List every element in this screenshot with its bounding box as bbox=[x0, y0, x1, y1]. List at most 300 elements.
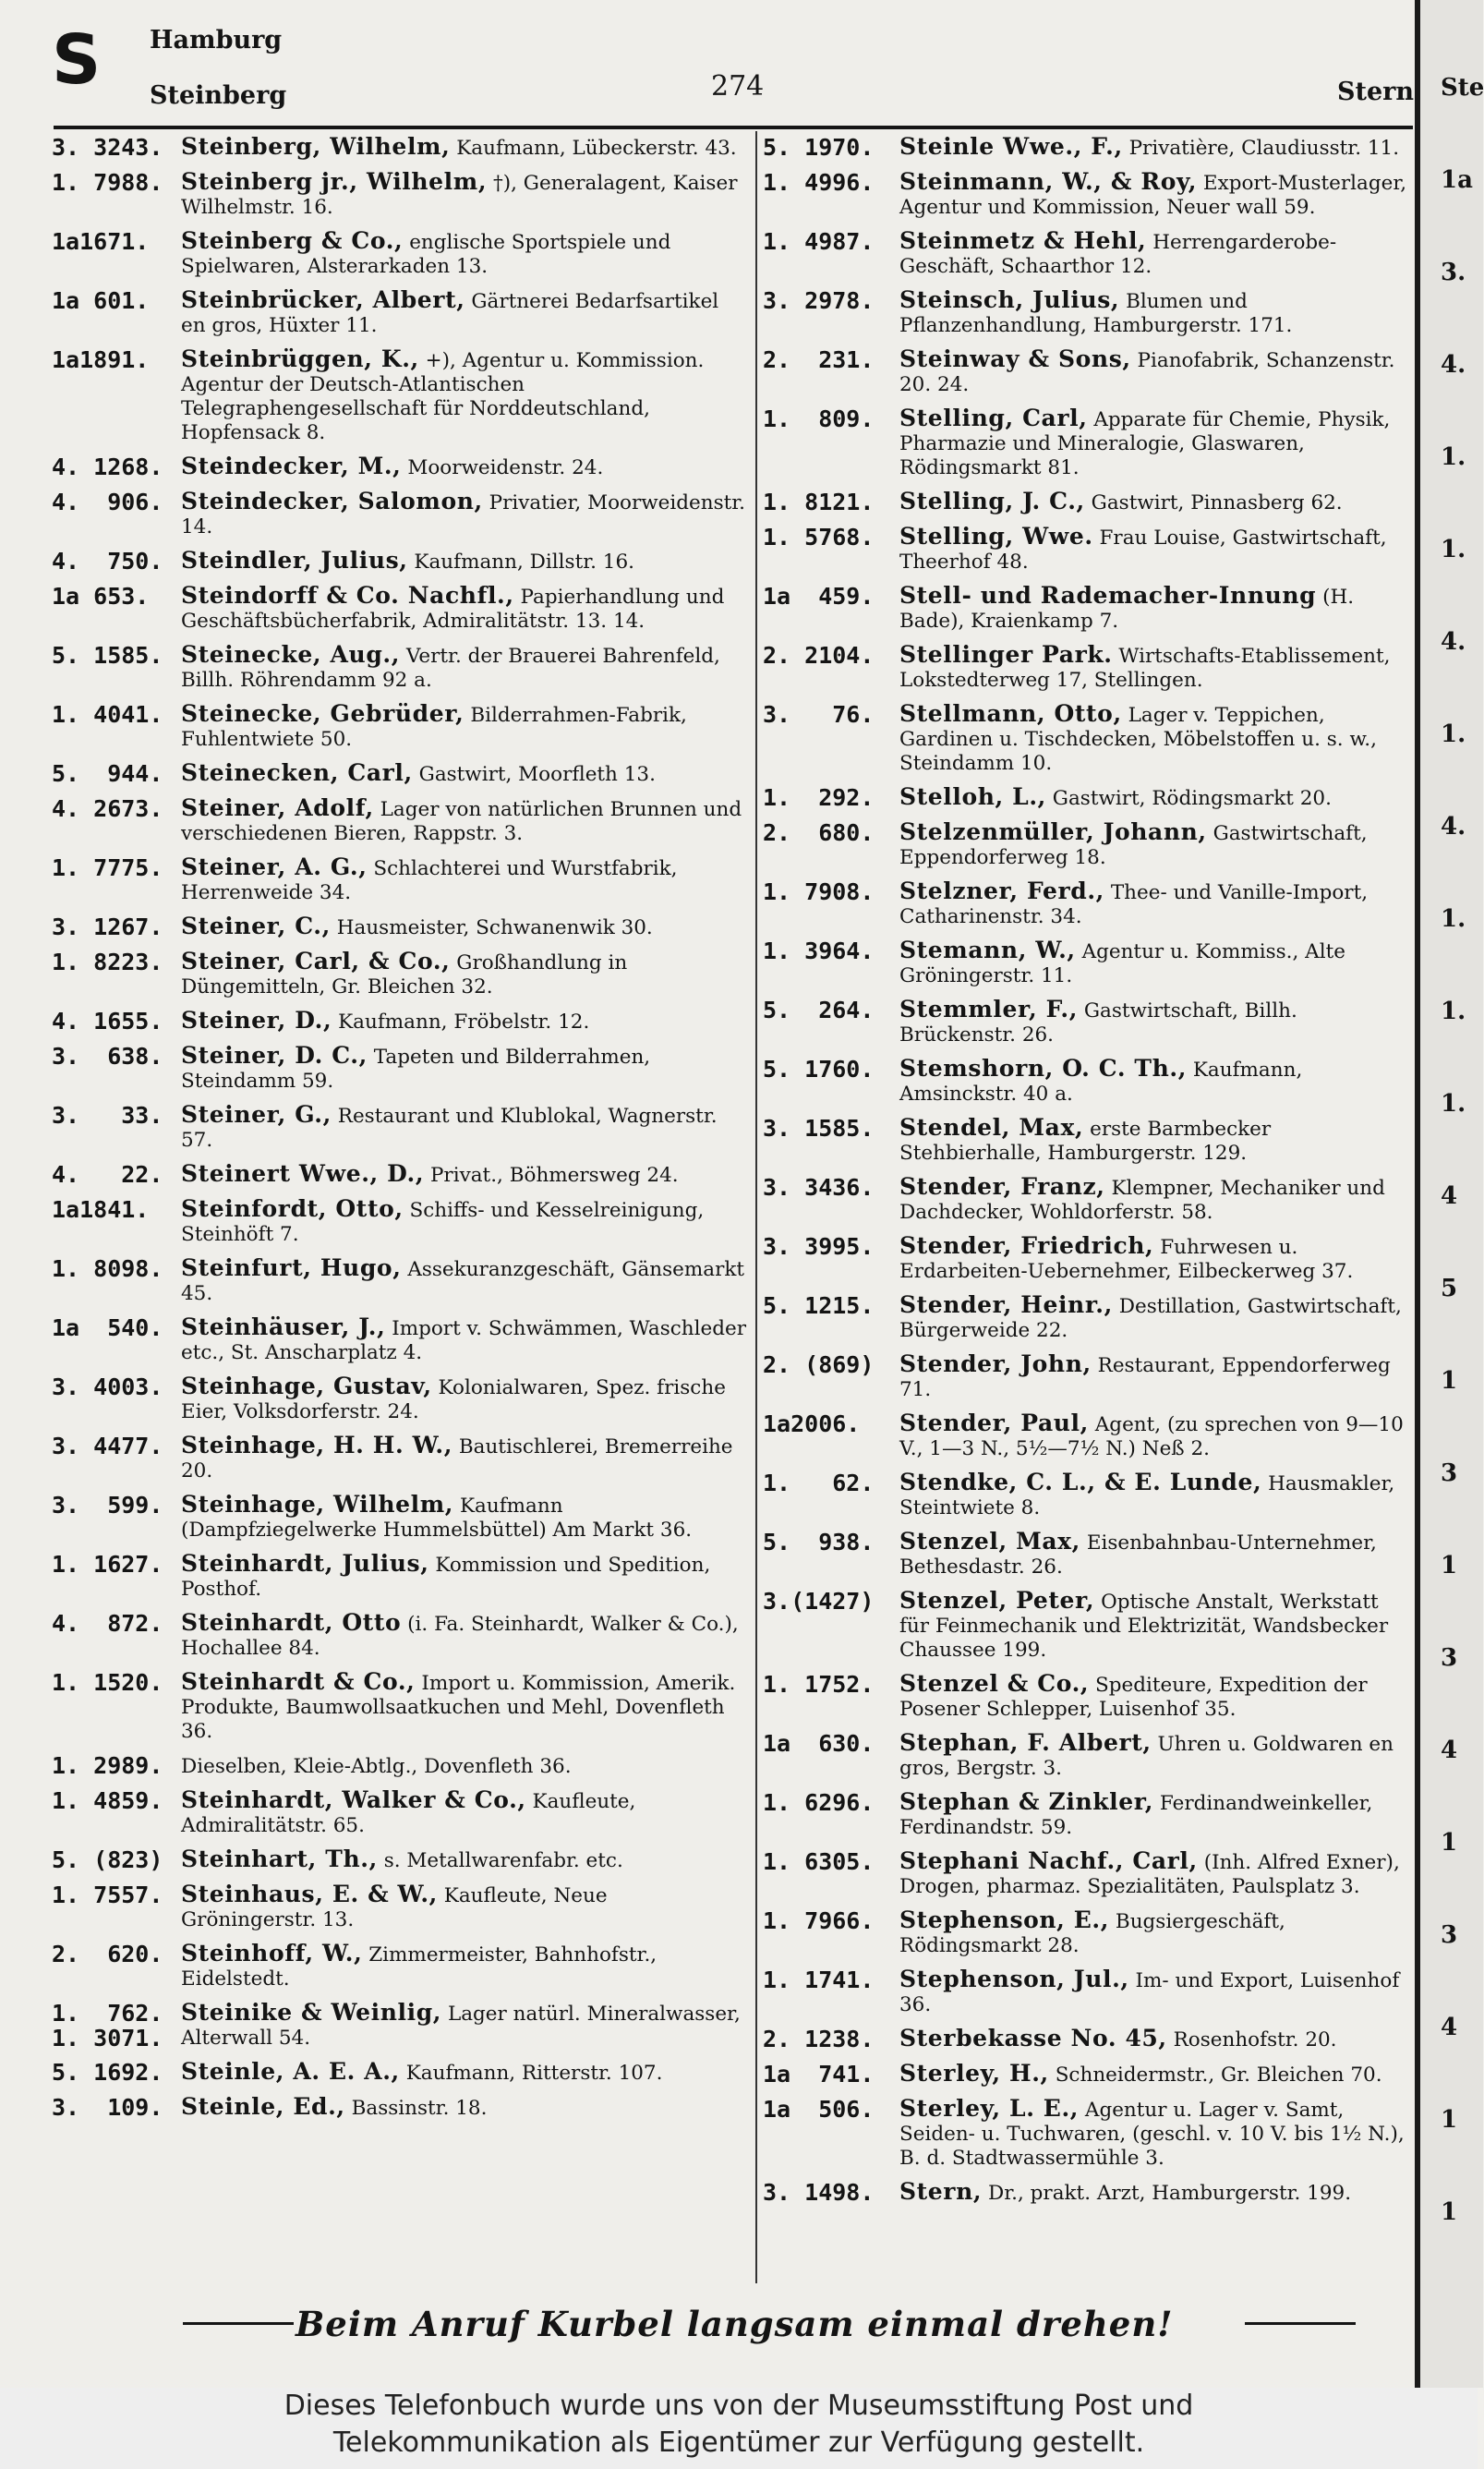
directory-entry bbox=[763, 1057, 1409, 1107]
subscriber-name: Steinbrücker, Albert, bbox=[181, 286, 465, 313]
entry-body bbox=[181, 702, 746, 752]
subscriber-details: (Inh. Alfred Exner), Drogen, pharmaz. Spezialitäten, Paulsplatz 3. bbox=[899, 1851, 1400, 1898]
entry-body bbox=[899, 879, 1409, 929]
directory-entry bbox=[52, 229, 746, 279]
adjacent-page-fragment: 4 bbox=[1441, 1182, 1458, 1210]
subscriber-details: Moorweidenstr. 24. bbox=[407, 456, 604, 479]
subscriber-name: Steindorff & Co. Nachfl., bbox=[181, 582, 514, 609]
entry-body bbox=[181, 454, 746, 480]
subscriber-name: Stender, Heinr., bbox=[899, 1291, 1113, 1318]
subscriber-details: Pianofabrik, Schanzenstr. 20. 24. bbox=[899, 349, 1395, 396]
adjacent-page-fragment: 1a bbox=[1441, 166, 1473, 194]
subscriber-details: Gastwirtschaft, Billh. Brückenstr. 26. bbox=[899, 999, 1297, 1047]
adjacent-page-fragment: 3. bbox=[1441, 259, 1466, 286]
directory-entry bbox=[763, 2062, 1409, 2088]
entry-body bbox=[181, 914, 746, 940]
entry-body bbox=[899, 229, 1409, 279]
subscriber-name: Stender, Paul, bbox=[899, 1410, 1089, 1436]
adjacent-page-fragment: 1 bbox=[1441, 2106, 1458, 2134]
phone-number: 1. 6296. bbox=[763, 1789, 875, 1816]
phone-number: 1a 653. bbox=[52, 583, 150, 610]
subscriber-details: Lager v. Teppichen, Gardinen u. Tischdecken, Möbelstoffen u. s. w., Steindamm 10. bbox=[899, 704, 1377, 775]
directory-entry bbox=[52, 288, 746, 338]
subscriber-name: Steinhart, Th., bbox=[181, 1846, 378, 1872]
subscriber-details: Restaurant, Eppendorferweg 71. bbox=[899, 1354, 1391, 1401]
entry-body bbox=[899, 820, 1409, 870]
left-column bbox=[52, 135, 746, 2130]
subscriber-details: Optische Anstalt, Werkstatt für Feinmechanik und Elektrizität, Wandsbecker Chaussee 199. bbox=[899, 1591, 1389, 1662]
subscriber-name: Steinhardt & Co., bbox=[181, 1668, 416, 1695]
phone-number: 1. 7988. bbox=[52, 169, 163, 196]
directory-entry bbox=[52, 1753, 746, 1779]
subscriber-name: Steinberg jr., Wilhelm, bbox=[181, 168, 488, 195]
phone-number: 5. 944. bbox=[52, 760, 163, 787]
entry-body bbox=[181, 1788, 746, 1838]
subscriber-name: Steinhage, Wilhelm, bbox=[181, 1491, 454, 1518]
header-range-start: Steinberg bbox=[150, 81, 287, 110]
subscriber-details: Assekuranzgeschäft, Gänsemarkt 45. bbox=[181, 1258, 745, 1305]
subscriber-name: Sterbekasse No. 45, bbox=[899, 2025, 1167, 2051]
phone-number: 1. 4987. bbox=[763, 228, 875, 255]
subscriber-details: erste Barmbecker Stehbierhalle, Hamburgerstr. 129. bbox=[899, 1118, 1272, 1165]
subscriber-name: Steiner, Carl, & Co., bbox=[181, 948, 451, 974]
entry-body bbox=[181, 643, 746, 693]
phone-number: 5. 1692. bbox=[52, 2059, 163, 2086]
subscriber-name: Steinway & Sons, bbox=[899, 345, 1131, 372]
entry-body bbox=[181, 2095, 746, 2121]
phone-number: 3. 3243. bbox=[52, 134, 163, 161]
directory-entry bbox=[763, 1731, 1409, 1781]
subscriber-name: Steinike & Weinlig, bbox=[181, 1999, 442, 2026]
entry-body bbox=[899, 406, 1409, 480]
subscriber-details: Kommission und Spedition, Posthof. bbox=[181, 1554, 711, 1601]
subscriber-details: s. Metallwarenfabr. etc. bbox=[383, 1849, 623, 1872]
directory-entry bbox=[52, 796, 746, 846]
phone-number: 1. 1520. bbox=[52, 1669, 163, 1696]
subscriber-details: Klempner, Mechaniker und Dachdecker, Wohldorferstr. 58. bbox=[899, 1177, 1385, 1224]
subscriber-details: Kaufleute, Admiralitätstr. 65. bbox=[181, 1790, 636, 1837]
entry-body bbox=[181, 1197, 746, 1247]
entry-body bbox=[181, 1847, 746, 1873]
subscriber-details: Dieselben, Kleie-Abtlg., Dovenfleth 36. bbox=[181, 1755, 572, 1778]
subscriber-name: Sterley, L. E., bbox=[899, 2095, 1080, 2122]
phone-number: 1. 4859. bbox=[52, 1787, 163, 1814]
subscriber-name: Steinhage, Gustav, bbox=[181, 1373, 432, 1399]
subscriber-name: Stelling, Carl, bbox=[899, 405, 1088, 431]
phone-number: 1a 601. bbox=[52, 287, 150, 314]
directory-entry bbox=[763, 820, 1409, 870]
directory-entry bbox=[763, 998, 1409, 1047]
subscriber-details: Dr., prakt. Arzt, Hamburgerstr. 199. bbox=[988, 2182, 1352, 2205]
subscriber-name: Stephenson, Jul., bbox=[899, 1966, 1129, 1992]
entry-body bbox=[899, 2097, 1409, 2171]
subscriber-name: Steinhoff, W., bbox=[181, 1940, 363, 1967]
entry-body bbox=[899, 1672, 1409, 1722]
subscriber-details: Kaufmann, Lübeckerstr. 43. bbox=[456, 137, 737, 160]
entry-body bbox=[181, 2060, 746, 2086]
phone-number: 1. 1627. bbox=[52, 1551, 163, 1578]
entry-body bbox=[899, 1530, 1409, 1579]
subscriber-name: Steinecken, Carl, bbox=[181, 759, 413, 786]
subscriber-name: Steinberg & Co., bbox=[181, 227, 404, 254]
phone-number: 1. 5768. bbox=[763, 524, 875, 551]
directory-entry bbox=[52, 950, 746, 999]
subscriber-name: Stenzel & Co., bbox=[899, 1670, 1090, 1697]
right-column bbox=[763, 135, 1409, 2215]
phone-number: 1. 6305. bbox=[763, 1848, 875, 1875]
phone-number: 1. 8098. bbox=[52, 1255, 163, 1282]
subscriber-details: (i. Fa. Steinhardt, Walker & Co.), Hochallee 84. bbox=[181, 1613, 739, 1660]
subscriber-details: Schlachterei und Wurstfabrik, Herrenweide 34. bbox=[181, 857, 678, 904]
subscriber-name: Steinhage, H. H. W., bbox=[181, 1432, 452, 1458]
directory-entry bbox=[52, 914, 746, 940]
directory-entry bbox=[52, 1256, 746, 1306]
subscriber-details: Agentur u. Lager v. Samt, Seiden- u. Tuchwaren, (geschl. v. 10 V. bis 1½ N.), B. d. Stadtwassermühle 3. bbox=[899, 2099, 1405, 2170]
adjacent-page-fragment: 3 bbox=[1441, 1644, 1458, 1672]
subscriber-details: Großhandlung in Düngemitteln, Gr. Bleichen 32. bbox=[181, 951, 628, 998]
entry-body bbox=[181, 1552, 746, 1602]
subscriber-details: Gastwirt, Rödingsmarkt 20. bbox=[1052, 787, 1332, 810]
entry-body bbox=[899, 1352, 1409, 1402]
phone-number: 1. 7966. bbox=[763, 1907, 875, 1934]
directory-entry bbox=[52, 490, 746, 539]
phone-number: 2. 680. bbox=[763, 819, 875, 846]
subscriber-name: Steinhäuser, J., bbox=[181, 1313, 386, 1340]
adjacent-page-fragment: 5 bbox=[1441, 1275, 1458, 1302]
adjacent-page-fragment: 3 bbox=[1441, 1459, 1458, 1487]
entry-body bbox=[181, 950, 746, 999]
entry-body bbox=[181, 1374, 746, 1424]
directory-entry bbox=[52, 347, 746, 445]
subscriber-details: Kaufmann, Dillstr. 16. bbox=[414, 551, 634, 574]
subscriber-details: Lager natürl. Mineralwasser, Alterwall 54. bbox=[181, 2003, 741, 2050]
subscriber-details: Gastwirtschaft, Eppendorferweg 18. bbox=[899, 822, 1368, 869]
subscriber-name: Steinsch, Julius, bbox=[899, 286, 1120, 313]
slogan-rule-right bbox=[1245, 2322, 1356, 2325]
directory-entry bbox=[763, 170, 1409, 220]
directory-entry bbox=[763, 490, 1409, 515]
adjacent-page-fragment: 1 bbox=[1441, 1367, 1458, 1395]
phone-number: 1. 2989. bbox=[52, 1752, 163, 1779]
adjacent-page-fragment: 1. bbox=[1441, 443, 1466, 471]
subscriber-name: Stendke, C. L., & E. Lunde, bbox=[899, 1469, 1262, 1495]
directory-entry bbox=[52, 1847, 746, 1873]
entry-body bbox=[899, 347, 1409, 397]
directory-entry bbox=[52, 1788, 746, 1838]
phone-number: 4. 906. bbox=[52, 489, 163, 515]
phone-number: 1a2006. bbox=[763, 1410, 861, 1437]
directory-entry bbox=[52, 855, 746, 905]
phone-number: 5. 938. bbox=[763, 1529, 875, 1555]
subscriber-name: Stelzenmüller, Johann, bbox=[899, 818, 1207, 845]
entry-body bbox=[181, 855, 746, 905]
directory-entry bbox=[763, 1849, 1409, 1899]
phone-number: 1a1671. bbox=[52, 228, 150, 255]
subscriber-details: Privatière, Claudiusstr. 11. bbox=[1128, 137, 1400, 160]
subscriber-name: Stelling, Wwe. bbox=[899, 523, 1093, 550]
entry-body bbox=[899, 1116, 1409, 1166]
entry-body bbox=[899, 1967, 1409, 2017]
subscriber-details: Agentur u. Kommiss., Alte Gröningerstr. 11. bbox=[899, 940, 1345, 987]
subscriber-name: Stelling, J. C., bbox=[899, 488, 1085, 514]
subscriber-details: Bugsiergeschäft, Rödingsmarkt 28. bbox=[899, 1910, 1285, 1957]
directory-entry bbox=[763, 879, 1409, 929]
entry-body bbox=[181, 170, 746, 220]
adjacent-page-fragment: 1 bbox=[1441, 1552, 1458, 1579]
phone-number: 4. 750. bbox=[52, 548, 163, 575]
subscriber-details: Kolonialwaren, Spez. frische Eier, Volksdorferstr. 24. bbox=[181, 1376, 726, 1423]
phone-number: 4. 1268. bbox=[52, 454, 163, 480]
adjacent-page-fragment: Ste bbox=[1441, 74, 1484, 102]
directory-entry bbox=[763, 1471, 1409, 1520]
directory-entry bbox=[52, 761, 746, 787]
directory-entry bbox=[52, 1044, 746, 1094]
directory-entry bbox=[763, 1234, 1409, 1284]
subscriber-name: Steinhardt, Otto bbox=[181, 1609, 402, 1636]
directory-entry bbox=[52, 1611, 746, 1661]
subscriber-name: Steiner, D., bbox=[181, 1007, 332, 1034]
entry-body bbox=[181, 796, 746, 846]
subscriber-details: Export-Musterlager, Agentur und Kommission, Neuer wall 59. bbox=[899, 172, 1407, 219]
subscriber-details: Agent, (zu sprechen von 9—10 V., 1—3 N., 5½—7½ N.) Neß 2. bbox=[899, 1413, 1404, 1460]
column-divider bbox=[755, 131, 757, 2283]
entry-body bbox=[899, 2062, 1409, 2088]
directory-entry bbox=[52, 2060, 746, 2086]
subscriber-details: Ferdinandweinkeller, Ferdinandstr. 59. bbox=[899, 1792, 1373, 1839]
subscriber-details: †), Generalagent, Kaiser Wilhelmstr. 16. bbox=[181, 172, 738, 219]
phone-number: 5. 1970. bbox=[763, 134, 875, 161]
subscriber-details: Privat., Böhmersweg 24. bbox=[429, 1164, 679, 1187]
directory-entry bbox=[52, 643, 746, 693]
directory-entry bbox=[763, 1116, 1409, 1166]
entry-body bbox=[899, 1175, 1409, 1225]
entry-body bbox=[899, 525, 1409, 575]
subscriber-name: Steinmetz & Hehl, bbox=[899, 227, 1147, 254]
entry-body bbox=[181, 1611, 746, 1661]
phone-number: 1. 762. 1. 3071. bbox=[52, 2000, 163, 2051]
directory-entry bbox=[52, 1942, 746, 1991]
phone-number: 4. 872. bbox=[52, 1610, 163, 1637]
entry-body bbox=[181, 584, 746, 634]
entry-body bbox=[899, 1589, 1409, 1663]
subscriber-details: Bautischlerei, Bremerreihe 20. bbox=[181, 1435, 733, 1483]
phone-number: 3. 33. bbox=[52, 1102, 163, 1129]
subscriber-name: Stenzel, Max, bbox=[899, 1528, 1080, 1555]
phone-number: 1a 506. bbox=[763, 2096, 875, 2123]
subscriber-name: Stemshorn, O. C. Th., bbox=[899, 1055, 1188, 1082]
phone-number: 1. 7908. bbox=[763, 878, 875, 905]
subscriber-name: Stellmann, Otto, bbox=[899, 700, 1122, 727]
subscriber-name: Steiner, C., bbox=[181, 913, 331, 939]
subscriber-details: Restaurant und Klublokal, Wagnerstr. 57. bbox=[181, 1105, 718, 1152]
entry-body bbox=[899, 1790, 1409, 1840]
phone-number: 4. 2673. bbox=[52, 795, 163, 822]
subscriber-details: Destillation, Gastwirtschaft, Bürgerweide 22. bbox=[899, 1295, 1402, 1342]
adjacent-page-fragment: 4. bbox=[1441, 351, 1466, 379]
subscriber-name: Steinmann, W., & Roy, bbox=[899, 168, 1198, 195]
subscriber-details: Kaufmann, Amsinckstr. 40 a. bbox=[899, 1059, 1303, 1106]
subscriber-details: Gastwirt, Moorfleth 13. bbox=[418, 763, 656, 786]
phone-number: 2. 620. bbox=[52, 1941, 163, 1967]
subscriber-details: Import v. Schwämmen, Waschleder etc., St. Anscharplatz 4. bbox=[181, 1317, 747, 1364]
entry-body bbox=[181, 1162, 746, 1188]
directory-entry bbox=[763, 1293, 1409, 1343]
phone-number: 1a 540. bbox=[52, 1314, 163, 1341]
phone-number: 5. 264. bbox=[763, 997, 875, 1023]
directory-entry bbox=[763, 643, 1409, 693]
directory-entry bbox=[763, 1672, 1409, 1722]
directory-entry bbox=[763, 938, 1409, 988]
entry-body bbox=[181, 1256, 746, 1306]
adjacent-page-fragment: 1. bbox=[1441, 905, 1466, 933]
phone-number: 3. 599. bbox=[52, 1492, 163, 1519]
subscriber-details: Blumen und Pflanzenhandlung, Hamburgerstr. 171. bbox=[899, 290, 1293, 337]
phone-number: 4. 1655. bbox=[52, 1008, 163, 1035]
subscriber-name: Stellinger Park. bbox=[899, 641, 1113, 668]
phone-number: 5. 1215. bbox=[763, 1292, 875, 1319]
phone-number: 5. (823) bbox=[52, 1846, 163, 1873]
subscriber-name: Stemmler, F., bbox=[899, 996, 1079, 1023]
directory-entry bbox=[763, 229, 1409, 279]
phone-number: 3. 3995. bbox=[763, 1233, 875, 1260]
subscriber-name: Stephenson, E., bbox=[899, 1906, 1110, 1933]
phone-number: 1. 4041. bbox=[52, 701, 163, 728]
directory-entry bbox=[52, 1162, 746, 1188]
subscriber-name: Steinhardt, Walker & Co., bbox=[181, 1786, 526, 1813]
subscriber-details: Privatier, Moorweidenstr. 14. bbox=[181, 491, 746, 539]
directory-entry bbox=[763, 1352, 1409, 1402]
entry-body bbox=[181, 288, 746, 338]
phone-number: 3. 3436. bbox=[763, 1174, 875, 1201]
adjacent-page-fragment: 1 bbox=[1441, 2198, 1458, 2226]
entry-body bbox=[181, 1882, 746, 1932]
entry-body bbox=[181, 1315, 746, 1365]
entry-body bbox=[181, 1434, 746, 1483]
subscriber-name: Steinle Wwe., F., bbox=[899, 133, 1123, 160]
directory-entry bbox=[763, 702, 1409, 776]
directory-entry bbox=[52, 1434, 746, 1483]
directory-entry bbox=[52, 584, 746, 634]
directory-entry bbox=[52, 1552, 746, 1602]
subscriber-name: Steiner, G., bbox=[181, 1101, 332, 1128]
phone-number: 2. 2104. bbox=[763, 642, 875, 669]
directory-entry bbox=[52, 702, 746, 752]
phone-number: 3.(1427) bbox=[763, 1588, 875, 1615]
phone-number: 1. 8223. bbox=[52, 949, 163, 975]
adjacent-page-strip bbox=[1415, 0, 1483, 2388]
entry-body bbox=[181, 135, 746, 161]
subscriber-details: Vertr. der Brauerei Bahrenfeld, Billh. Röhrendamm 92 a. bbox=[181, 645, 720, 692]
phone-number: 2. 231. bbox=[763, 346, 875, 373]
entry-body bbox=[899, 288, 1409, 338]
phone-number: 5. 1585. bbox=[52, 642, 163, 669]
phone-number: 2. (869) bbox=[763, 1351, 875, 1378]
entry-body bbox=[181, 1670, 746, 1744]
directory-entry bbox=[52, 1882, 746, 1932]
subscriber-name: Steindler, Julius, bbox=[181, 547, 408, 574]
directory-entry bbox=[763, 406, 1409, 480]
subscriber-details: Kaufmann, Fröbelstr. 12. bbox=[338, 1011, 590, 1034]
subscriber-details: Kaufmann, Ritterstr. 107. bbox=[405, 2062, 663, 2085]
subscriber-details: Thee- und Vanille-Import, Catharinenstr. 34. bbox=[899, 881, 1369, 928]
subscriber-name: Steinbrüggen, K., bbox=[181, 345, 419, 372]
page-number: 274 bbox=[711, 70, 765, 103]
phone-number: 1. 8121. bbox=[763, 489, 875, 515]
directory-entry bbox=[52, 135, 746, 161]
subscriber-name: Stender, John, bbox=[899, 1350, 1092, 1377]
subscriber-name: Sterley, H., bbox=[899, 2060, 1049, 2087]
subscriber-name: Steinle, A. E. A., bbox=[181, 2058, 400, 2085]
subscriber-name: Steinecke, Aug., bbox=[181, 641, 401, 668]
subscriber-name: Steinfordt, Otto, bbox=[181, 1195, 404, 1222]
subscriber-name: Stell- und Rademacher-Innung bbox=[899, 582, 1317, 609]
adjacent-page-fragment: 1. bbox=[1441, 720, 1466, 748]
phone-number: 1. 7775. bbox=[52, 854, 163, 881]
entry-body bbox=[181, 761, 746, 787]
directory-entry bbox=[763, 2180, 1409, 2206]
directory-entry bbox=[763, 1175, 1409, 1225]
subscriber-name: Stendel, Max, bbox=[899, 1114, 1084, 1141]
entry-body bbox=[181, 1044, 746, 1094]
entry-body bbox=[899, 135, 1409, 161]
entry-body bbox=[181, 347, 746, 445]
entry-body bbox=[899, 1234, 1409, 1284]
subscriber-name: Stephan, F. Albert, bbox=[899, 1729, 1152, 1756]
directory-entry bbox=[52, 170, 746, 220]
entry-body bbox=[899, 170, 1409, 220]
adjacent-page-fragment: 3 bbox=[1441, 1921, 1458, 1949]
attribution-footer bbox=[0, 2388, 1478, 2469]
subscriber-details: Hausmeister, Schwanenwik 30. bbox=[336, 916, 653, 939]
phone-number: 1. 7557. bbox=[52, 1882, 163, 1908]
subscriber-name: Steinfurt, Hugo, bbox=[181, 1254, 402, 1281]
phone-number: 3. 2978. bbox=[763, 287, 875, 314]
entry-body bbox=[899, 1731, 1409, 1781]
directory-entry bbox=[763, 785, 1409, 811]
entry-body bbox=[181, 490, 746, 539]
subscriber-name: Steinle, Ed., bbox=[181, 2093, 345, 2120]
phone-number: 3. 109. bbox=[52, 2094, 163, 2121]
subscriber-name: Stelloh, L., bbox=[899, 783, 1046, 810]
subscriber-details: Uhren u. Goldwaren en gros, Bergstr. 3. bbox=[899, 1733, 1394, 1780]
subscriber-details: Lager von natürlichen Brunnen und verschiedenen Bieren, Rappstr. 3. bbox=[181, 798, 742, 845]
subscriber-details: Papierhandlung und Geschäftsbücherfabrik, Admiralitätstr. 13. 14. bbox=[181, 586, 725, 633]
subscriber-name: Steiner, Adolf, bbox=[181, 794, 374, 821]
phone-number: 3. 1585. bbox=[763, 1115, 875, 1142]
adjacent-page-fragment: 1. bbox=[1441, 998, 1466, 1025]
footer-line-2: Telekommunikation als Eigentümer zur Verfügung gestellt. bbox=[332, 2427, 1145, 2459]
phone-number: 2. 1238. bbox=[763, 2026, 875, 2052]
directory-entry bbox=[763, 288, 1409, 338]
directory-entry bbox=[763, 1908, 1409, 1958]
adjacent-page-fragment: 4. bbox=[1441, 813, 1466, 841]
subscriber-name: Steiner, A. G., bbox=[181, 853, 368, 880]
phone-number: 3. 4003. bbox=[52, 1374, 163, 1400]
subscriber-details: Herrengarderobe-Geschäft, Schaarthor 12. bbox=[899, 231, 1337, 278]
subscriber-details: Fuhrwesen u. Erdarbeiten-Uebernehmer, Eilbeckerweg 37. bbox=[899, 1236, 1354, 1283]
phone-number: 1a 741. bbox=[763, 2061, 875, 2088]
entry-body bbox=[899, 785, 1409, 811]
subscriber-details: Kaufleute, Neue Gröningerstr. 13. bbox=[181, 1884, 608, 1931]
entry-body bbox=[899, 938, 1409, 988]
directory-entry bbox=[763, 2097, 1409, 2171]
directory-entry bbox=[763, 347, 1409, 397]
entry-body bbox=[181, 1942, 746, 1991]
entry-body bbox=[899, 2180, 1409, 2206]
entry-body bbox=[899, 490, 1409, 515]
subscriber-details: Rosenhofstr. 20. bbox=[1173, 2028, 1337, 2051]
subscriber-name: Stender, Friedrich, bbox=[899, 1232, 1154, 1259]
